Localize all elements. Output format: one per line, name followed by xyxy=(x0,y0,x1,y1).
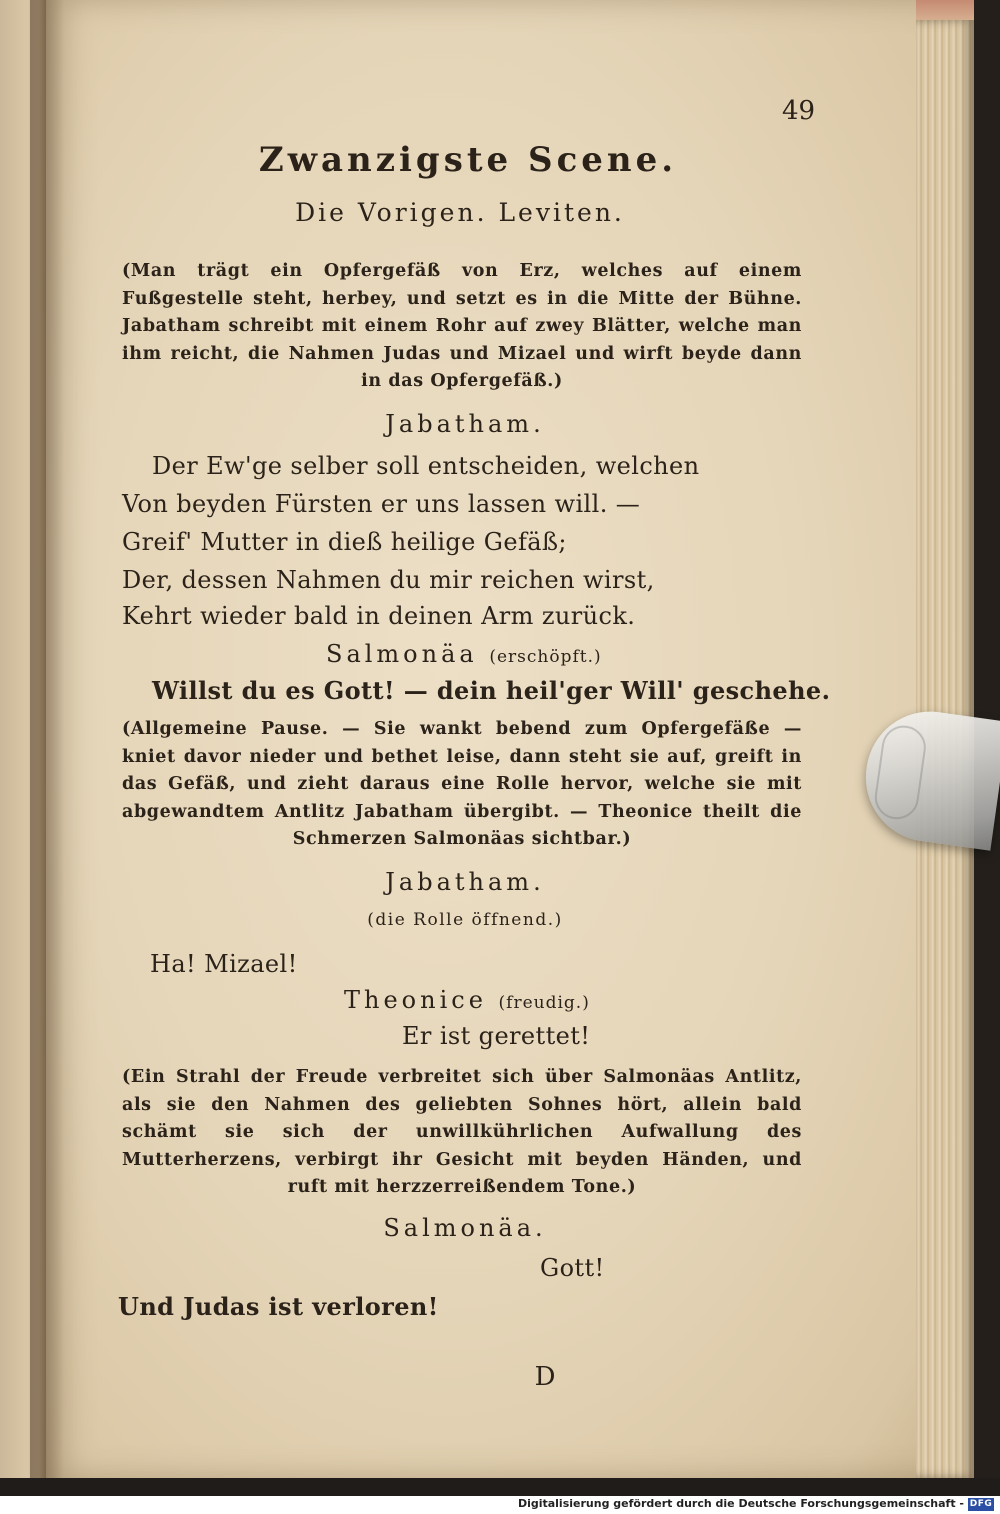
speaker-name xyxy=(326,640,602,668)
verse-line: Gott! xyxy=(540,1254,605,1282)
speaker-name: Jabatham. xyxy=(385,868,545,896)
footer-bar xyxy=(0,1496,1000,1514)
verse-line: Ha! Mizael! xyxy=(150,950,298,978)
speaker-label: Theonice xyxy=(344,986,487,1014)
scene-title: Zwanzigste Scene. xyxy=(258,140,678,180)
speaker-name xyxy=(344,986,590,1014)
signature-mark: D xyxy=(534,1362,556,1392)
verse-line: Kehrt wieder bald in deinen Arm zurück. xyxy=(122,602,636,630)
verse-line: Und Judas ist verloren! xyxy=(118,1292,439,1321)
page-number: 49 xyxy=(782,96,816,126)
clip-highlight xyxy=(872,723,929,822)
stage-direction: (Man trägt ein Opfergefäß von Erz, welches auf einem Fußgestelle steht, herbey, und setzt es in die Mitte der Bühne. Jabatham schreibt mit einem Rohr auf zwey Blätter, welche man ihm reicht, die Nahmen Judas und Mizael und wirft beyde dann in das Opfergefäß.) xyxy=(122,261,802,391)
speaker-direction: (erschöpft.) xyxy=(489,647,602,667)
verse-line: Der, dessen Nahmen du mir reichen wirst, xyxy=(122,566,655,594)
dfg-logo: DFG xyxy=(969,1499,993,1509)
stage-direction: (Ein Strahl der Freude verbreitet sich über Salmonäas Antlitz, als sie den Nahmen des geliebten Sohnes hört, allein bald schämt sie sich der unwillkührlichen Aufwallung des Mutterherzens, verbirgt ihr Gesicht mit beyden Händen, und ruft mit herzzerreißendem Tone.) xyxy=(122,1067,802,1197)
speaker-name: Salmonäa. xyxy=(383,1214,547,1242)
verse-line: Von beyden Fürsten er uns lassen will. — xyxy=(122,490,641,518)
speaker-label: Salmonäa xyxy=(326,640,478,668)
verse-line: Willst du es Gott! — dein heil'ger Will' geschehe. xyxy=(152,676,831,705)
verse-line: Er ist gerettet! xyxy=(402,1022,591,1050)
speaker-name: Jabatham. xyxy=(385,410,545,438)
verse-line: Der Ew'ge selber soll entscheiden, welchen xyxy=(152,452,700,480)
persons-heading: Die Vorigen. Leviten. xyxy=(295,198,625,227)
speaker-direction: (die Rolle öffnend.) xyxy=(367,910,563,930)
speaker-direction: (freudig.) xyxy=(498,993,590,1013)
footer-credit: Digitalisierung gefördert durch die Deutsche Forschungsgemeinschaft - xyxy=(517,1497,964,1510)
verse-line: Greif' Mutter in dieß heilige Gefäß; xyxy=(122,528,567,556)
stage-direction: (Allgemeine Pause. — Sie wankt bebend zum Opfergefäße — kniet davor nieder und bethet leise, dann steht sie auf, greift in das Gefäß, und zieht daraus eine Rolle hervor, welche sie mit abgewandtem Antlitz Jabatham übergibt. — Theonice theilt die Schmerzen Salmonäas sichtbar.) xyxy=(122,719,802,849)
